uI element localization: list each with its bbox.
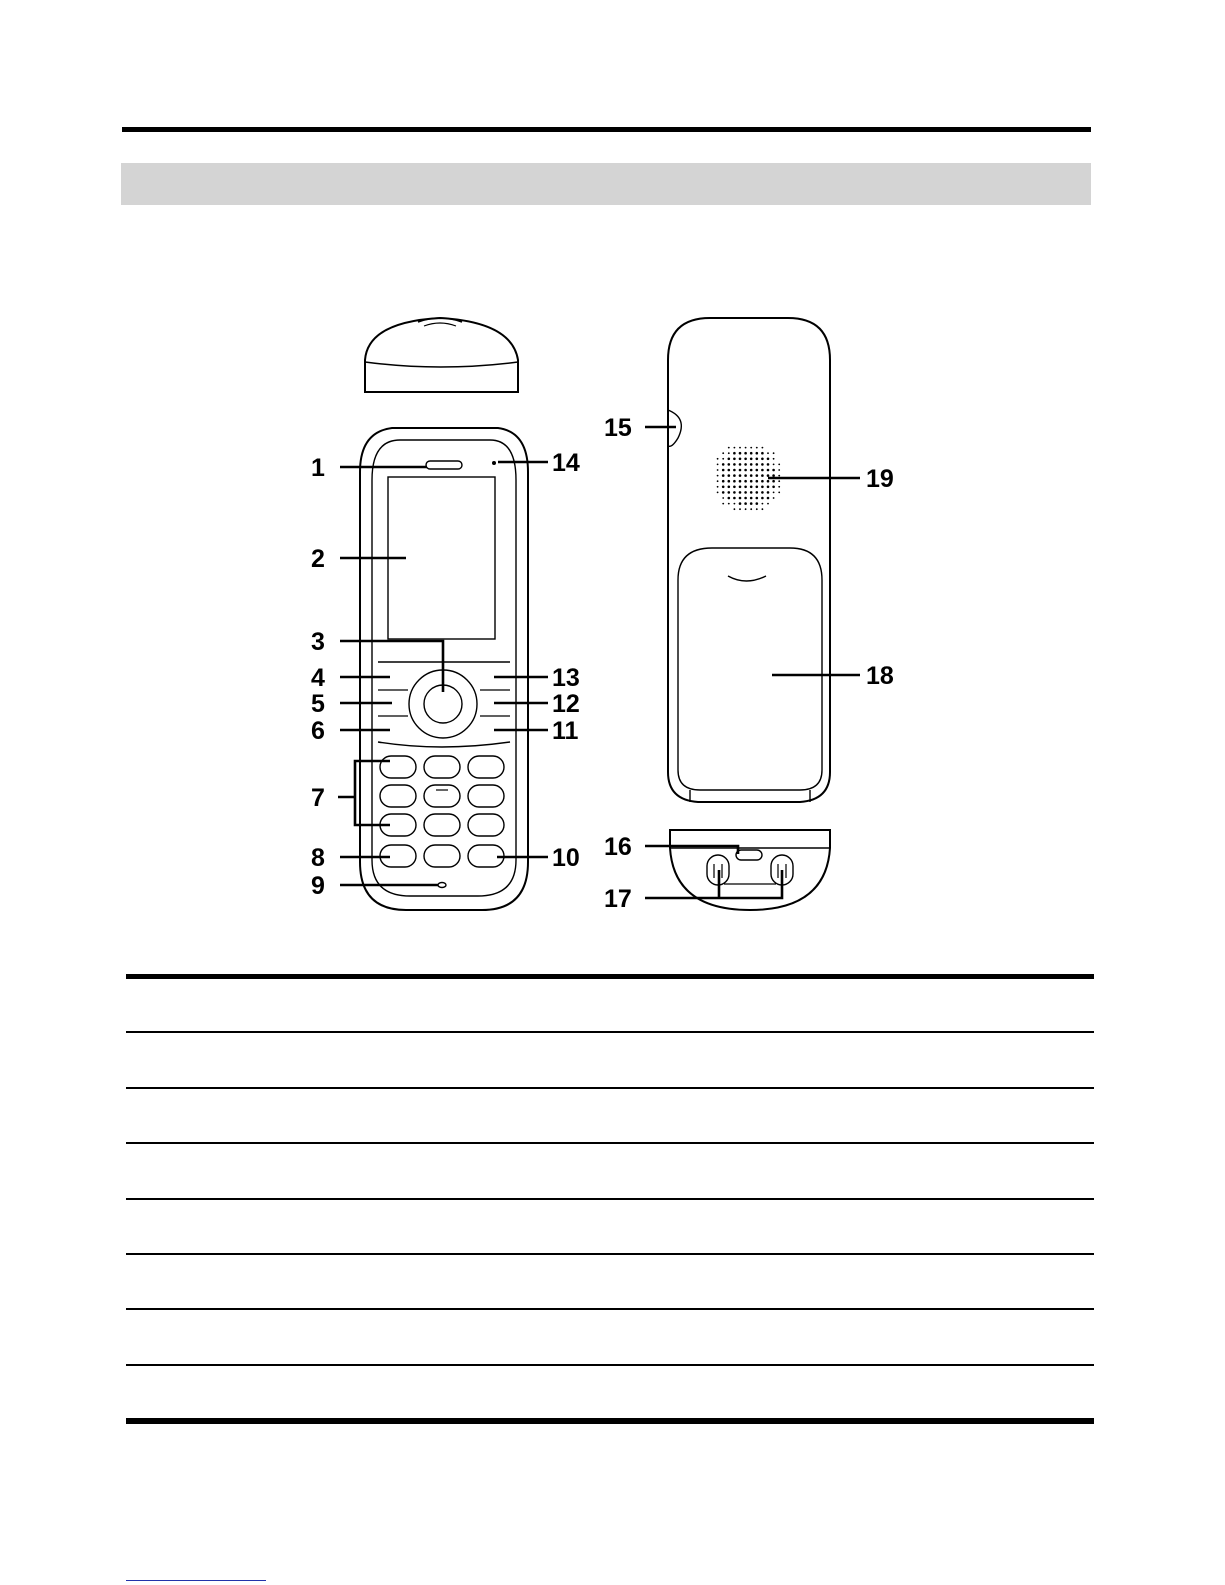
table-row-rule (126, 1142, 1094, 1144)
table-bottom-rule (126, 1418, 1094, 1424)
earpiece (426, 461, 462, 469)
callout-18: 18 (866, 662, 894, 690)
callout-16: 16 (604, 833, 632, 861)
callout-6: 6 (311, 717, 325, 745)
table-row-rule (126, 1198, 1094, 1200)
callout-19: 19 (866, 465, 894, 493)
callout-2: 2 (311, 545, 325, 573)
indicator-light (492, 461, 496, 465)
table-row-rule (126, 1364, 1094, 1366)
callout-1: 1 (311, 454, 325, 482)
microphone (438, 883, 446, 888)
callout-10: 10 (552, 844, 580, 872)
callout-13: 13 (552, 664, 580, 692)
handset-top-cap (365, 318, 518, 392)
callout-12: 12 (552, 690, 580, 718)
callout-4: 4 (311, 664, 325, 692)
table-row-rule (126, 1031, 1094, 1033)
battery-cover[interactable] (678, 548, 822, 790)
table-row-rule (126, 1087, 1094, 1089)
callout-7: 7 (311, 784, 325, 812)
callout-8: 8 (311, 844, 325, 872)
table-row-rule (126, 1308, 1094, 1310)
callout-17: 17 (604, 885, 632, 913)
callout-15: 15 (604, 414, 632, 442)
callout-11: 11 (552, 717, 579, 745)
table-row-rule (126, 1253, 1094, 1255)
callout-9: 9 (311, 872, 325, 900)
callout-14: 14 (552, 449, 580, 477)
handset-back (668, 318, 830, 802)
callout-3: 3 (311, 628, 325, 656)
footer-link-underline[interactable] (126, 1580, 266, 1581)
callout-5: 5 (311, 690, 325, 718)
usb-port (736, 850, 762, 860)
table-top-rule (126, 974, 1094, 979)
